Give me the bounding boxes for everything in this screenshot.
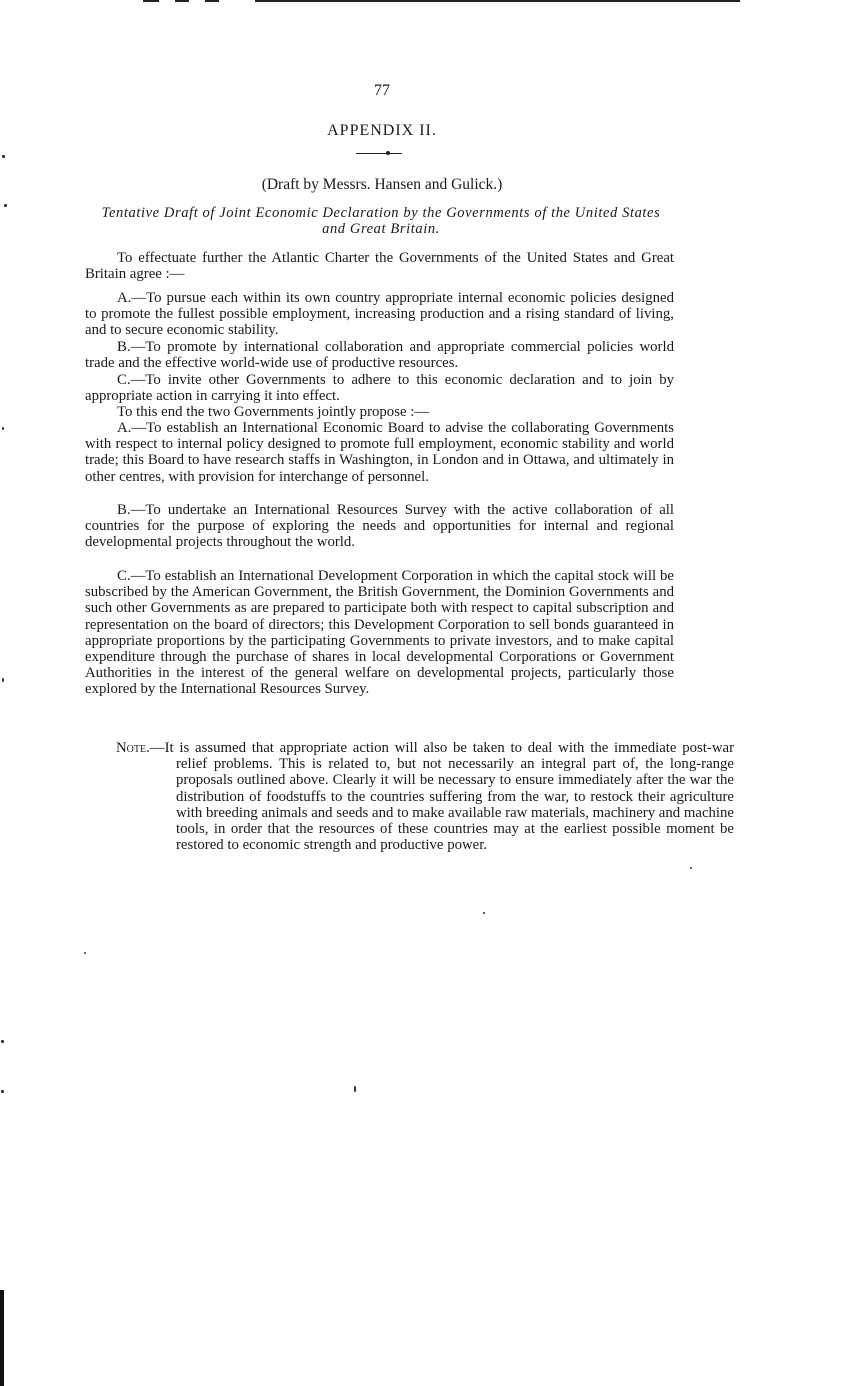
appendix-title: APPENDIX II. <box>327 122 437 139</box>
propose-intro: To this end the two Governments jointly propose :— <box>117 404 430 420</box>
declaration-subtitle: Tentative Draft of Joint Economic Declaration by the Governments of the United States and Great Britain. <box>101 205 661 237</box>
intro-paragraph: To effectuate further the Atlantic Charter the Governments of the United States and Great Britain agree :— <box>85 250 674 283</box>
note-label: Note. <box>116 740 150 756</box>
scan-speck <box>354 1086 356 1092</box>
agree-item-b: B.—To promote by international collaboration and appropriate commercial policies world trade and the effective world-wide use of productive resources. <box>85 339 674 372</box>
scan-speck <box>2 678 4 682</box>
propose-item-b: B.—To undertake an International Resources Survey with the active collaboration of all countries for the purpose of exploring the needs and opportunities for internal and regional developmental projects throughout the world. <box>85 502 674 551</box>
agree-item-a: A.—To pursue each within its own country appropriate internal economic policies designed to promote the fullest possible employment, increasing production and a rising standard of living, and to secure economic stability. <box>85 290 674 339</box>
scan-speck <box>2 427 4 430</box>
scan-speck <box>690 867 692 869</box>
top-scan-line <box>255 0 740 2</box>
scan-margin-bar <box>0 1290 4 1386</box>
top-scan-dash-1 <box>143 0 159 2</box>
scan-speck <box>2 155 5 158</box>
agree-item-c: C.—To invite other Governments to adhere to this economic declaration and to join by appropriate action in carrying it into effect. <box>85 372 674 405</box>
page-number: 77 <box>374 82 390 99</box>
scan-speck <box>4 204 7 207</box>
note-paragraph <box>116 740 734 853</box>
scan-speck <box>483 912 485 914</box>
propose-item-c: C.—To establish an International Development Corporation in which the capital stock will be subscribed by the American Government, the British Government, the Dominion Governments and such other Governments as are prepared to participate both with respect to capital subscription and representation on the board of directors; this Development Corporation to sell bonds guaranteed in appropriate proportions by the participating Governments to private investors, and to make capital expenditure through the purchase of shares in local developmental Corporations or Government Authorities in the interest of the general welfare on developmental projects, particularly those explored by the International Resources Survey. <box>85 568 674 698</box>
scan-speck <box>1 1040 4 1043</box>
top-scan-dash-2 <box>175 0 189 2</box>
scan-speck <box>1 1090 4 1093</box>
scan-speck <box>84 952 86 954</box>
note-text: —It is assumed that appropriate action will also be taken to deal with the immediate post-war relief problems. This is related to, but not necessarily an integral part of, the long-range proposals outlined above. Clearly it will be necessary to ensure immediately after the war the distribution of foodstuffs to the countries suffering from the war, to restock their agriculture with breeding animals and seeds and to make available raw materials, machinery and machine tools, in order that the resources of these countries may at the earliest possible moment be restored to economic strength and productive power. <box>149 740 734 854</box>
title-divider <box>356 153 402 154</box>
top-scan-dash-3 <box>205 0 219 2</box>
propose-item-a: A.—To establish an International Economic Board to advise the collaborating Governments with respect to internal policy designed to promote full employment, economic stability and world trade; this Board to have research staffs in Washington, in London and in Ottawa, and ultimately in other centres, with provision for interchange of personnel. <box>85 420 674 485</box>
draft-attribution: (Draft by Messrs. Hansen and Gulick.) <box>261 176 503 193</box>
title-divider-ornament <box>386 151 390 155</box>
